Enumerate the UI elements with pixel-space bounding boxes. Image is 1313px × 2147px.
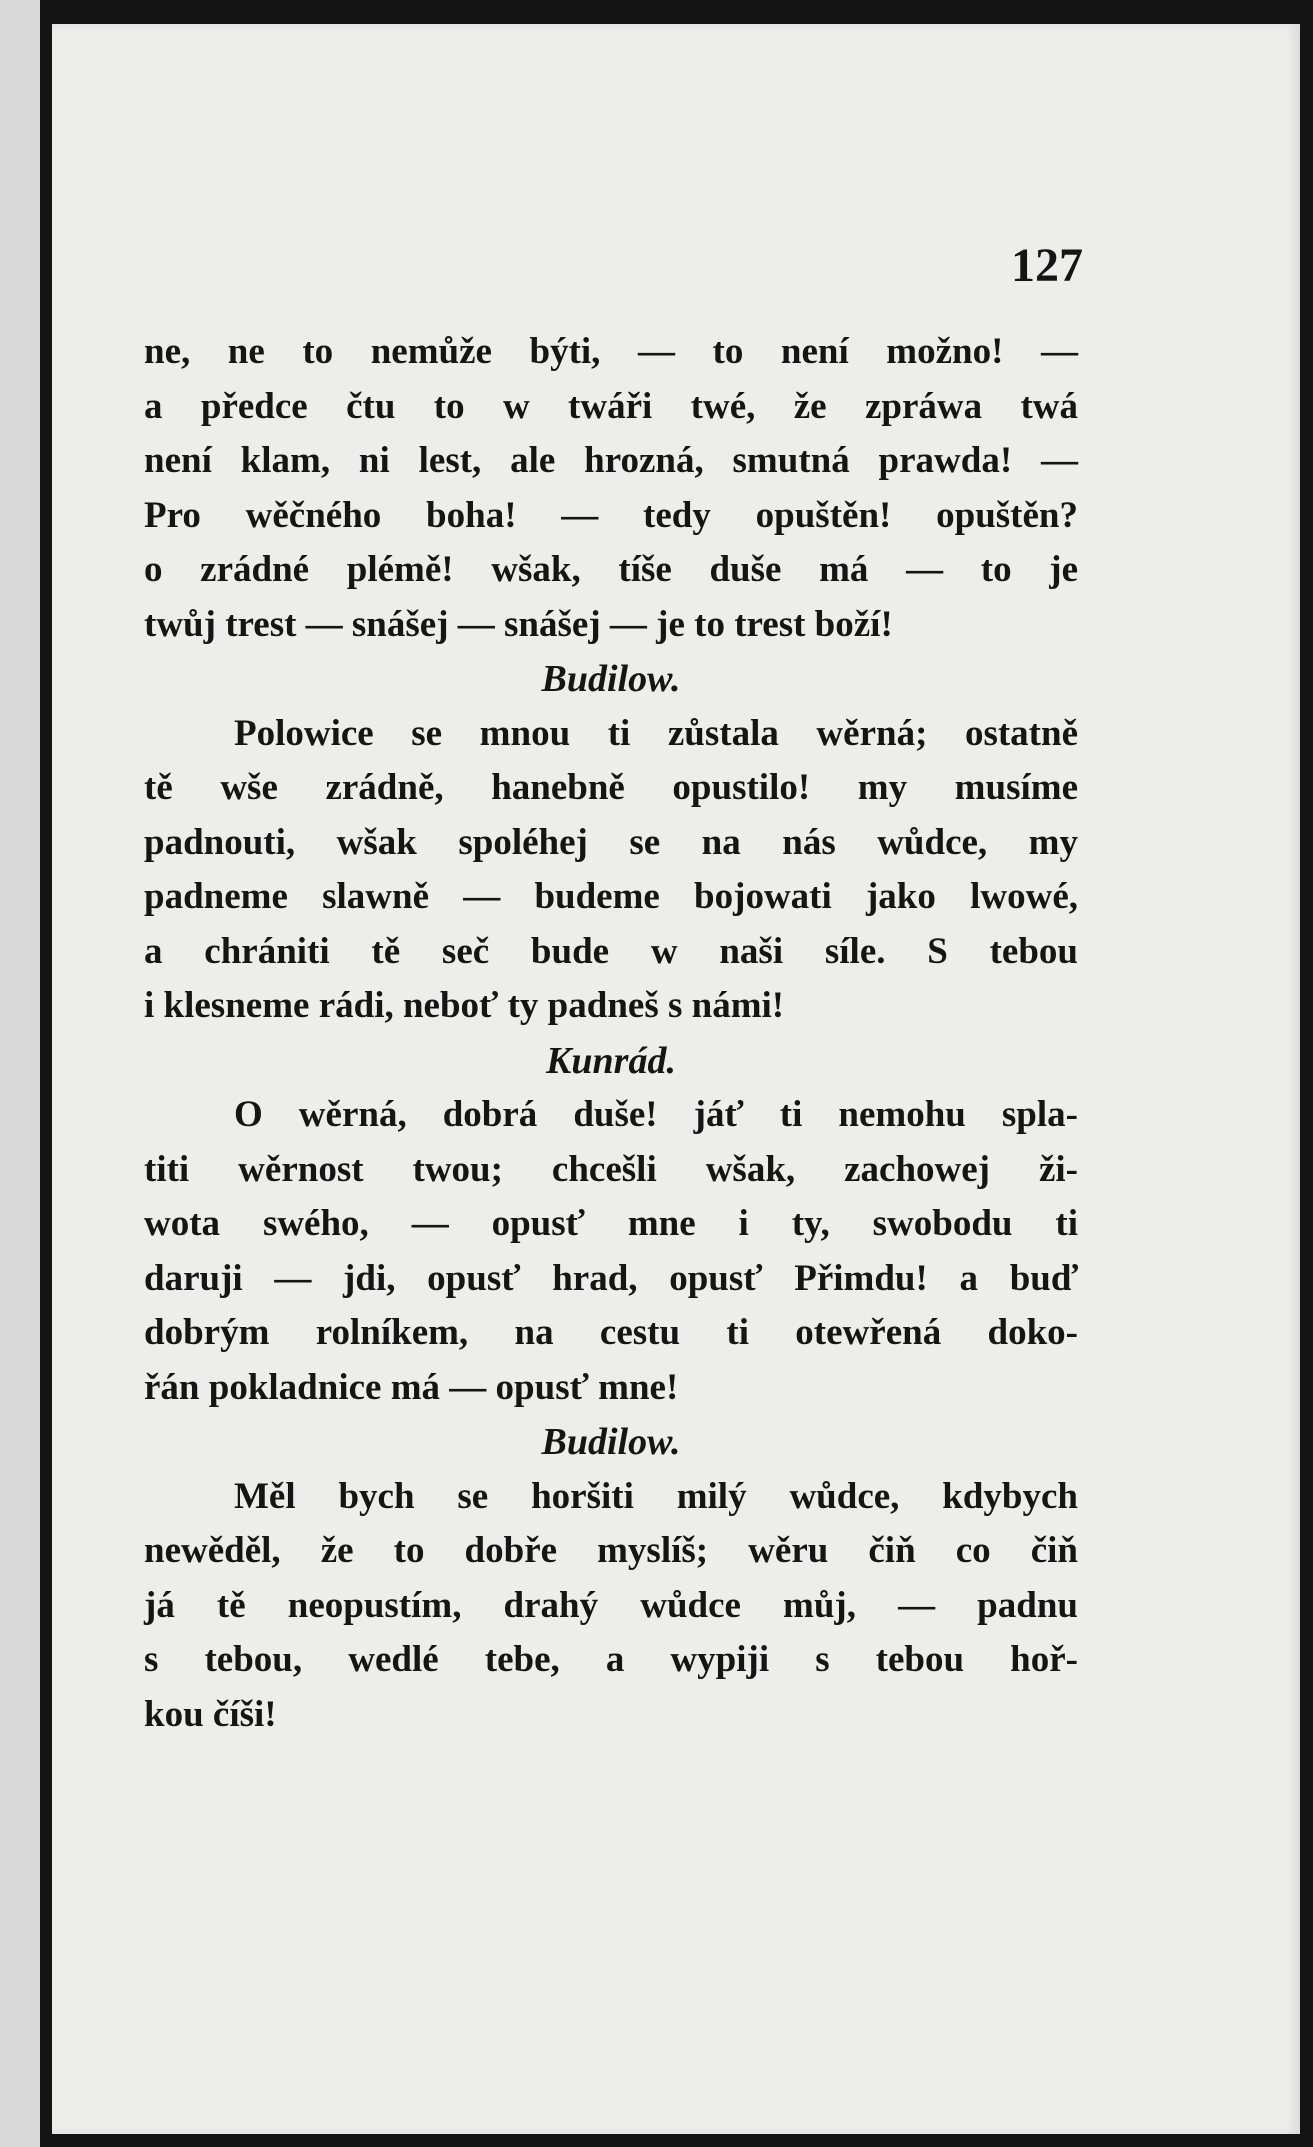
text-line: není klam, ni lest, ale hrozná, smutná prawda! —	[144, 440, 1078, 481]
text-line: a chrániti tě seč bude w naši síle. S tebou	[144, 930, 1078, 972]
text-line: dobrým rolníkem, na cestu ti otewřená doko-	[144, 1312, 1078, 1353]
text-line: O wěrná, dobrá duše! jáť ti nemohu spla-	[234, 1094, 1078, 1135]
text-line: Měl bych se horšiti milý wůdce, kdybych	[234, 1475, 1078, 1517]
text-line: kou číši!	[144, 1693, 277, 1735]
text-line: o zrádné plémě! wšak, tíše duše má — to je	[144, 549, 1078, 590]
text-line: newěděl, že to dobře myslíš; wěru čiň co čiň	[144, 1530, 1078, 1571]
page-number: 127	[1011, 239, 1083, 292]
speaker-name: Budilow.	[541, 658, 681, 700]
text-line: já tě neopustím, drahý wůdce můj, — padnu	[144, 1584, 1078, 1626]
text-line: a předce čtu to w twáři twé, že zpráwa twá	[144, 385, 1078, 427]
text-line: i klesneme rádi, neboť ty padneš s námi!	[144, 985, 785, 1026]
text-line: tě wše zrádně, hanebně opustilo! my musíme	[144, 767, 1078, 808]
text-line: wota swého, — opusť mne i ty, swobodu ti	[144, 1203, 1078, 1244]
text-line: řán pokladnice má — opusť mne!	[144, 1366, 679, 1408]
text-line: padnouti, wšak spoléhej se na nás wůdce, my	[144, 821, 1078, 863]
text-line: daruji — jdi, opusť hrad, opusť Přimdu! a buď	[144, 1257, 1078, 1299]
text-line: twůj trest — snášej — snášej — je to trest boží!	[144, 603, 893, 645]
previous-page-edge	[0, 0, 40, 2147]
text-line: ne, ne to nemůže býti, — to není možno! —	[144, 331, 1078, 372]
text-line: padneme slawně — budeme bojowati jako lwowé,	[144, 876, 1078, 917]
text-line: s tebou, wedlé tebe, a wypiji s tebou hoř-	[144, 1639, 1078, 1680]
speaker-name: Kunrád.	[546, 1039, 676, 1082]
text-line: Polowice se mnou ti zůstala wěrná; ostatně	[234, 712, 1078, 754]
page-text	[144, 325, 1078, 1742]
speaker-name: Budilow.	[541, 1421, 681, 1463]
text-line: Pro wěčného boha! — tedy opuštěn! opuštěn?	[144, 494, 1078, 536]
text-line: titi wěrnost twou; chcešli wšak, zachowej ži-	[144, 1148, 1078, 1190]
